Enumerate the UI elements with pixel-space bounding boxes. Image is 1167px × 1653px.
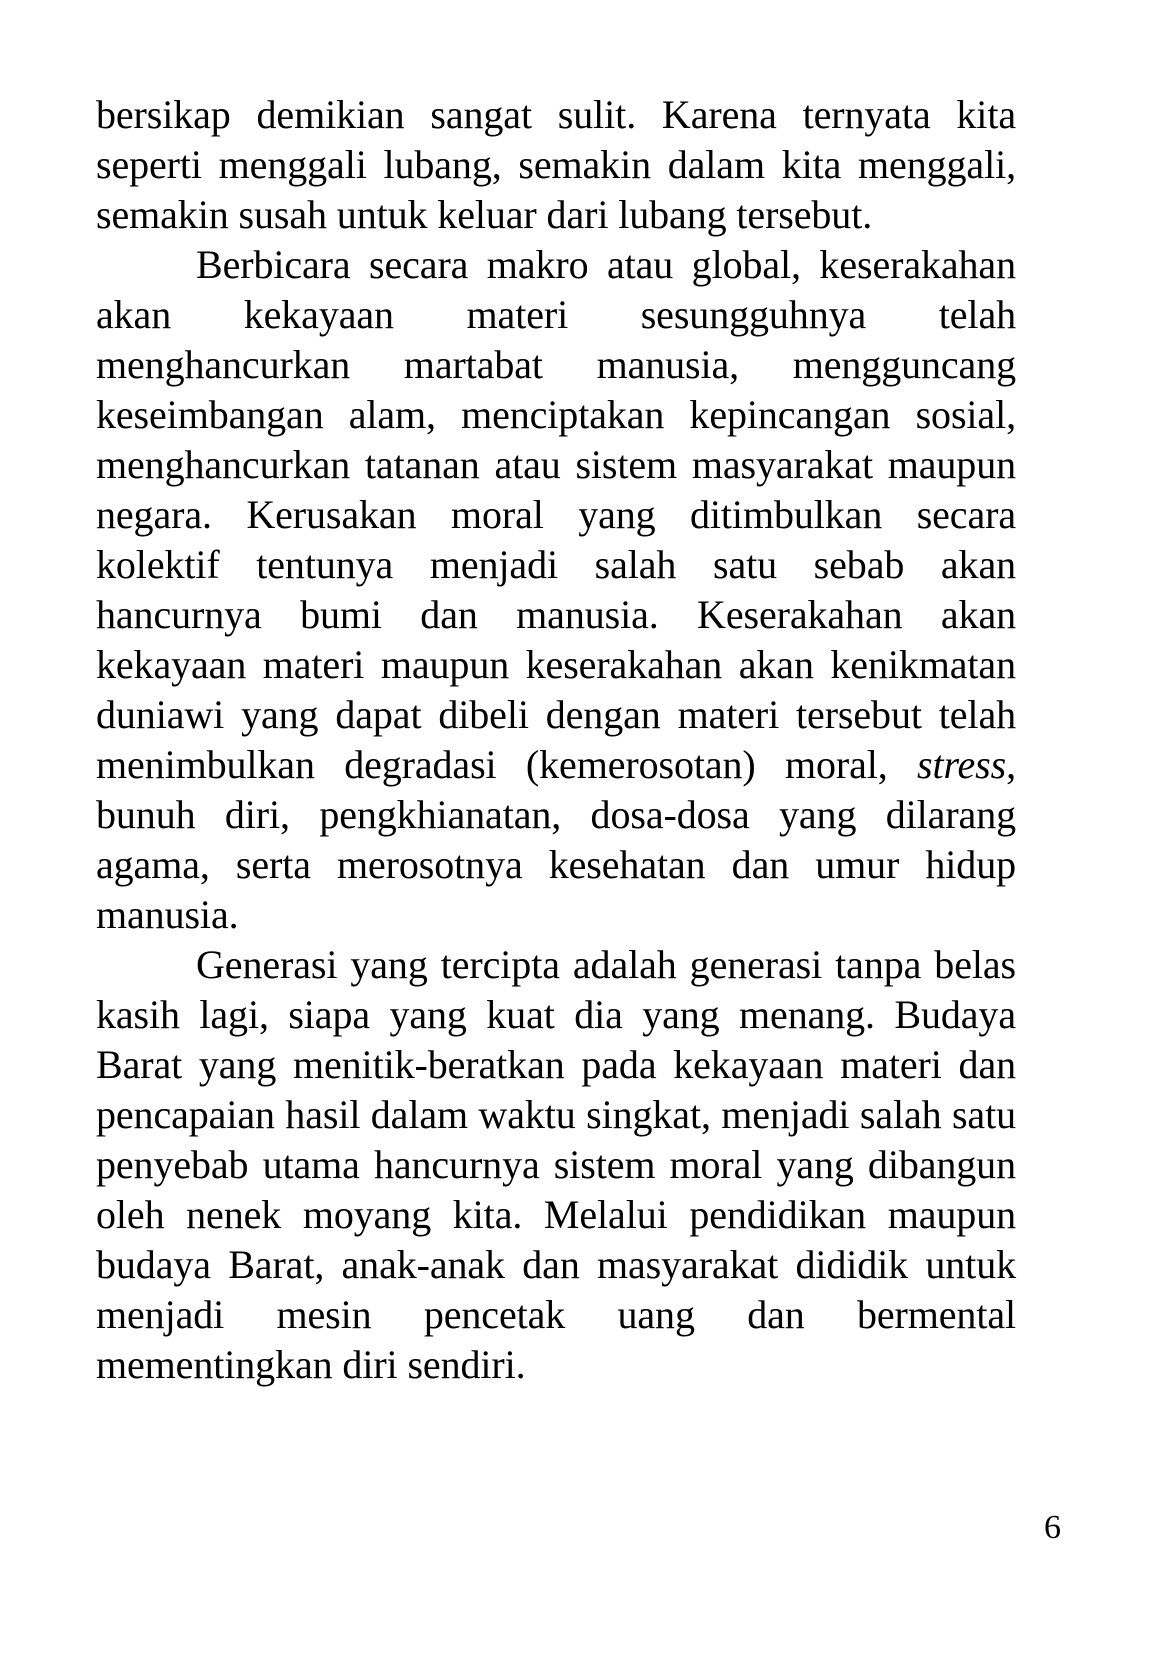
paragraph-2-italic-term: stress xyxy=(917,742,1007,787)
paragraph-2 xyxy=(96,240,1016,940)
body-text-column xyxy=(96,90,1016,1390)
paragraph-1: bersikap demikian sangat sulit. Karena ternyata kita seperti menggali lubang, semakin dalam kita menggali, semakin susah untuk keluar dari lubang tersebut. xyxy=(96,92,1016,237)
paragraph-2-text-before-italic: Berbicara secara makro atau global, keserakahan akan kekayaan materi sesungguhnya telah menghancurkan martabat manusia, mengguncang keseimbangan alam, menciptakan kepincangan sosial, menghancurkan tatanan atau sistem masyarakat maupun negara. Kerusakan moral yang ditimbulkan secara kolektif tentunya menjadi salah satu sebab akan hancurnya bumi dan manusia. Keserakahan akan kekayaan materi maupun keserakahan akan kenikmatan duniawi yang dapat dibeli dengan materi tersebut telah menimbulkan degradasi (kemerosotan) moral, xyxy=(96,242,1016,787)
paragraph-2-text-after-italic: , bunuh diri, pengkhianatan, dosa-dosa yang dilarang agama, serta merosotnya kesehatan dan umur hidup manusia. xyxy=(96,742,1016,937)
paragraph-3: Generasi yang tercipta adalah generasi tanpa belas kasih lagi, siapa yang kuat dia yang menang. Budaya Barat yang menitik-beratkan pada kekayaan materi dan pencapaian hasil dalam waktu singkat, menjadi salah satu penyebab utama hancurnya sistem moral yang dibangun oleh nenek moyang kita. Melalui pendidikan maupun budaya Barat, anak-anak dan masyarakat dididik untuk menjadi mesin pencetak uang dan bermental mementingkan diri sendiri. xyxy=(96,942,1016,1387)
page-number: 6 xyxy=(1044,1509,1061,1546)
